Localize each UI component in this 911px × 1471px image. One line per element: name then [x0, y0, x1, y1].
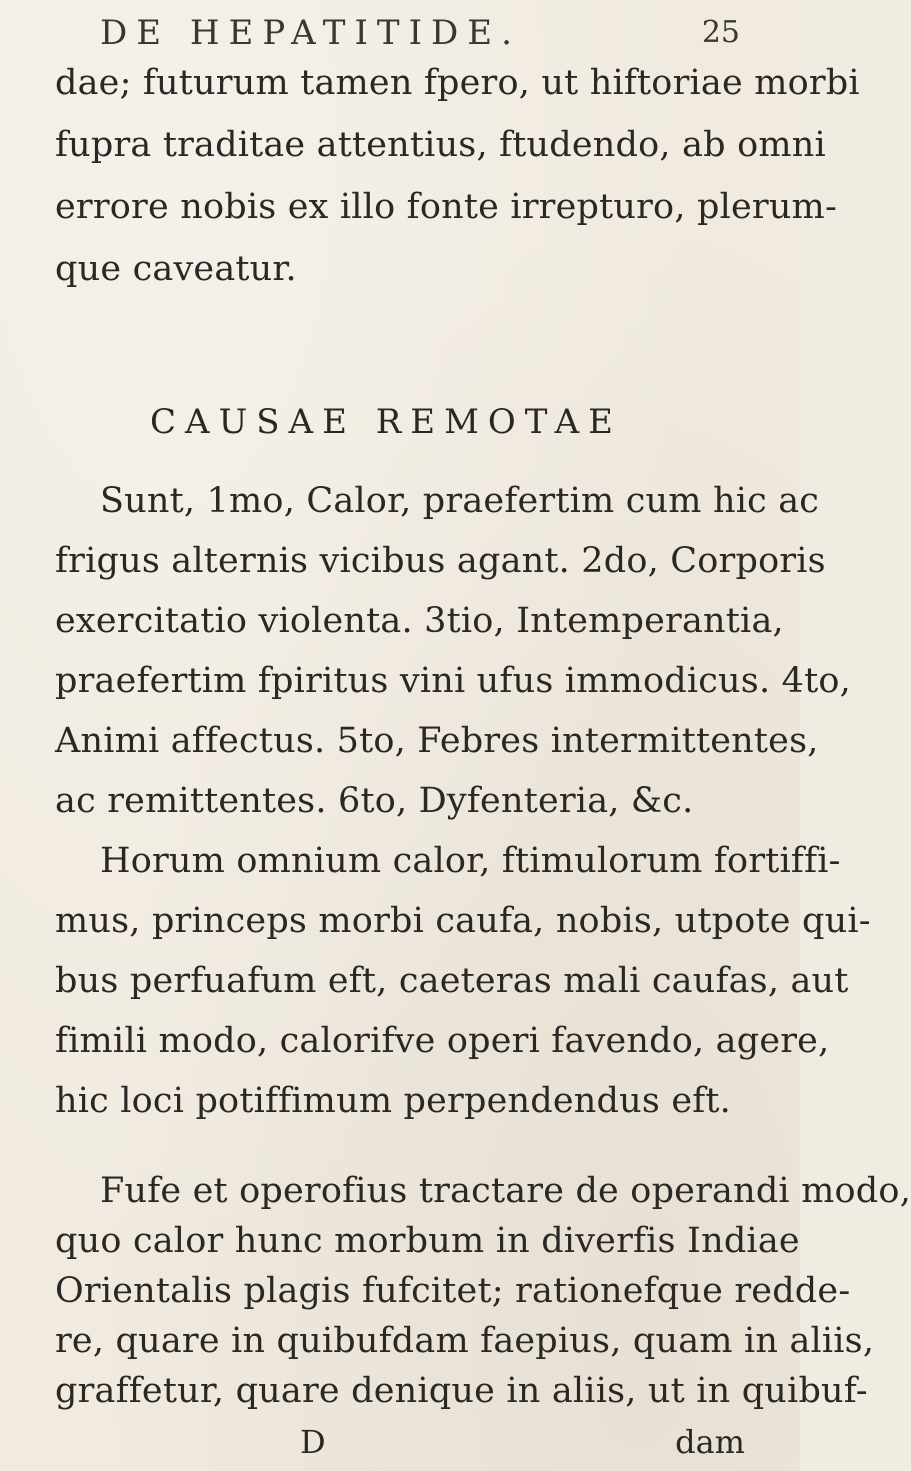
- page-footer: [0, 1422, 800, 1462]
- text-line: fimili modo, calorifve operi favendo, agere,: [55, 1021, 830, 1061]
- section-heading: CAUSAE REMOTAE: [150, 402, 622, 442]
- text-line: praefertim fpiritus vini ufus immodicus. 4to,: [55, 661, 851, 701]
- text-line: que caveatur.: [55, 249, 297, 289]
- page-number: 25: [701, 15, 740, 50]
- text-line: exercitatio violenta. 3tio, Intemperantia,: [55, 601, 784, 641]
- text-line: re, quare in quibufdam faepius, quam in aliis,: [55, 1321, 875, 1361]
- text-line: fupra traditae attentius, ftudendo, ab omni: [55, 125, 826, 165]
- text-line: Animi affectus. 5to, Febres intermittentes,: [55, 721, 819, 761]
- text-line: frigus alternis vicibus agant. 2do, Corporis: [55, 541, 826, 581]
- text-line: graffetur, quare denique in aliis, ut in quibuf-: [55, 1371, 868, 1411]
- text-line: Orientalis plagis fufcitet; rationefque redde-: [55, 1271, 851, 1311]
- text-line: Horum omnium calor, ftimulorum fortiffi-: [100, 841, 841, 881]
- text-line: errore nobis ex illo fonte irrepturo, plerum-: [55, 187, 837, 227]
- catchword: dam: [675, 1423, 745, 1461]
- text-line: dae; futurum tamen fpero, ut hiftoriae morbi: [55, 63, 860, 103]
- running-head: DE HEPATITIDE.: [100, 13, 521, 53]
- text-line: hic loci potiffimum perpendendus eft.: [55, 1081, 731, 1121]
- text-line: quo calor hunc morbum in diverfis Indiae: [55, 1221, 800, 1261]
- page-header: [100, 8, 740, 58]
- text-line: mus, princeps morbi caufa, nobis, utpote qui-: [55, 901, 871, 941]
- text-line: Sunt, 1mo, Calor, praefertim cum hic ac: [100, 481, 820, 521]
- text-line: bus perfuafum eft, caeteras mali caufas, aut: [55, 961, 849, 1001]
- signature-mark: D: [300, 1423, 326, 1461]
- text-line: Fufe et operofius tractare de operandi modo,: [100, 1171, 911, 1211]
- text-line: ac remittentes. 6to, Dyfenteria, &c.: [55, 781, 694, 821]
